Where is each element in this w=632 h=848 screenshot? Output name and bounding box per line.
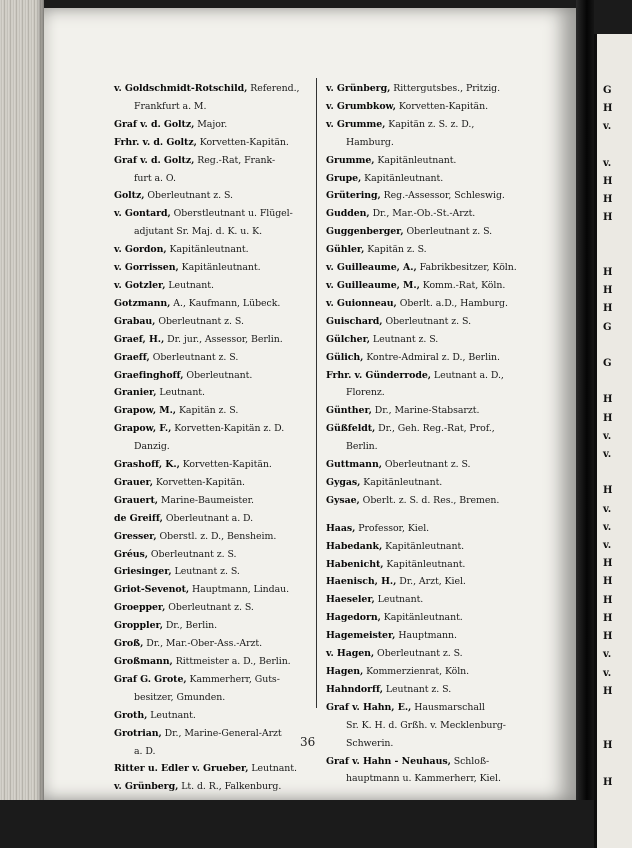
entry-name: Hagedorn,	[326, 612, 381, 624]
facing-page-fragment	[597, 246, 632, 264]
entry-details: Oberleutnant a. D.	[162, 512, 254, 524]
directory-entry	[326, 627, 526, 645]
entry-name: Graf G. Grote,	[114, 673, 187, 685]
facing-page-fragment: H	[603, 176, 613, 188]
facing-page-fragment: H	[603, 412, 613, 424]
entry-details: Kapitänleutnant.	[383, 558, 466, 570]
entry-details: Schloß-	[450, 755, 490, 767]
entry-details: Dr., Berlin.	[162, 620, 218, 632]
entry-details: Kommerzienrat, Köln.	[363, 666, 470, 677]
directory-entry	[326, 456, 526, 474]
entry-name: Güßfeldt,	[326, 423, 376, 435]
entry-details: Korvetten-Kapitän.	[179, 459, 272, 471]
directory-entry	[114, 760, 324, 778]
directory-entry	[114, 116, 324, 134]
entry-details: Kapitänleutnant.	[361, 172, 444, 184]
entry-details: Rittergutsbes., Pritzig.	[390, 83, 501, 94]
entry-name: Grashoff, K.,	[114, 459, 180, 471]
entry-details: Dr., Arzt, Kiel.	[396, 576, 466, 588]
entry-details: Kapitän z. S.	[176, 405, 239, 417]
directory-entry	[114, 581, 324, 599]
entry-continuation: hauptmann u. Kammerherr, Kiel.	[346, 773, 501, 785]
entry-details: Dr. jur., Assessor, Berlin.	[164, 333, 283, 345]
entry-details: Kammerherr, Guts-	[186, 673, 280, 685]
directory-entry	[114, 671, 324, 689]
directory-entry	[326, 753, 526, 771]
entry-details: Hauptmann, Lindau.	[189, 584, 290, 596]
facing-page-fragment: H	[603, 594, 613, 606]
directory-entry	[114, 528, 324, 546]
directory-entry	[114, 653, 324, 671]
entry-name: Groß,	[114, 638, 144, 650]
entry-details: Leutnant.	[374, 594, 424, 606]
entry-name: Graefinghoff,	[114, 369, 184, 381]
book-gutter	[576, 0, 594, 800]
directory-entry	[114, 492, 324, 510]
directory-entry	[114, 456, 324, 474]
entry-continuation: Frankfurt a. M.	[134, 100, 207, 112]
entry-details: Oberstleutnant u. Flügel-	[170, 208, 293, 220]
directory-entry	[326, 223, 526, 241]
entry-details: Korvetten-Kapitän.	[196, 136, 289, 148]
entry-name: Günther,	[326, 405, 372, 417]
facing-page-fragment: H	[603, 267, 613, 279]
directory-entry	[326, 474, 526, 492]
left-column	[114, 80, 324, 796]
entry-details: Kapitänleutnant.	[360, 476, 443, 488]
entry-name: Habedank,	[326, 540, 383, 552]
entry-details: Korvetten-Kapitän.	[396, 100, 489, 112]
directory-entry	[326, 420, 526, 438]
entry-continuation: furt a. O.	[134, 172, 176, 184]
directory-entry	[114, 313, 324, 331]
entry-name: v. Gontard,	[114, 208, 171, 220]
entry-details: Kapitänleutnant.	[166, 244, 249, 256]
facing-page-fragment: H	[603, 558, 613, 570]
directory-entry	[326, 573, 526, 591]
entry-details: Kapitänleutnant.	[382, 540, 465, 552]
entry-name: v. Grünberg,	[114, 781, 179, 793]
entry-name: Hagen,	[326, 666, 364, 677]
entry-continuation: Hamburg.	[346, 136, 394, 148]
entry-details: Oberleutnant z. S.	[382, 315, 472, 327]
directory-entry	[326, 152, 526, 170]
entry-continuation: Florenz.	[346, 387, 385, 399]
entry-details: Kapitänleutnant.	[380, 612, 463, 624]
facing-page-fragment: v.	[603, 521, 612, 533]
entry-name: Groth,	[114, 709, 148, 721]
entry-details: Dr., Mar.-Ob.-St.-Arzt.	[369, 208, 476, 220]
entry-name: Graeff,	[114, 351, 150, 363]
entry-name: Grotrian,	[114, 727, 162, 739]
entry-name: Grapow, F.,	[114, 423, 172, 435]
entry-name: Goltz,	[114, 190, 145, 202]
entry-continuation: adjutant Sr. Maj. d. K. u. K.	[134, 226, 263, 238]
entry-details: Leutnant.	[165, 279, 214, 291]
directory-entry	[326, 699, 526, 717]
entry-details: Leutnant.	[147, 709, 196, 721]
entry-details: Oberstl. z. D., Bensheim.	[156, 530, 277, 542]
directory-entry	[326, 170, 526, 188]
entry-details: Oberleutnant z. S.	[147, 548, 237, 560]
facing-page-fragment	[597, 228, 632, 246]
entry-name: Frhr. v. Günderrode,	[326, 369, 431, 381]
entry-details: Leutnant z. S.	[370, 333, 439, 345]
entry-details: Korvetten-Kapitän.	[152, 476, 245, 488]
facing-page-fragment	[597, 373, 632, 391]
entry-name: Hahndorff,	[326, 683, 383, 695]
facing-page-fragment: H	[603, 685, 613, 697]
facing-page-fragment: v.	[603, 121, 612, 133]
directory-entry	[326, 205, 526, 223]
directory-entry	[326, 277, 526, 295]
entry-continuation: Sr. K. H. d. Grßh. v. Mecklenburg-	[346, 719, 506, 731]
entry-name: Graf v. Hahn - Neuhaus,	[326, 755, 451, 767]
facing-page-fragment	[597, 337, 632, 355]
facing-page-fragment	[597, 464, 632, 482]
entry-details: Fabrikbesitzer, Köln.	[416, 262, 517, 274]
entry-name: Ritter u. Edler v. Grueber,	[114, 763, 249, 775]
entry-name: Gühler,	[326, 244, 365, 256]
directory-entry	[326, 402, 526, 420]
entry-name: Grauer,	[114, 476, 153, 488]
entry-details: Oberleutnant z. S.	[144, 190, 233, 202]
entry-name: Grauert,	[114, 494, 158, 506]
entry-details: Oberlt. a.D., Hamburg.	[396, 297, 508, 309]
facing-page-edge	[594, 34, 632, 848]
directory-entry	[326, 349, 526, 367]
entry-name: Gygas,	[326, 476, 361, 488]
entry-name: Graf v. Hahn, E.,	[326, 701, 412, 713]
facing-page-fragment: H	[603, 103, 613, 115]
facing-page-fragment: H	[603, 631, 613, 643]
facing-page-fragment: v.	[603, 449, 612, 461]
directory-entry	[114, 152, 324, 170]
entry-details: Oberleutnant z. S.	[165, 602, 254, 614]
entry-name: Gülcher,	[326, 333, 370, 345]
page-number: 36	[300, 735, 316, 749]
facing-page-fragment: H	[603, 285, 613, 297]
entry-details: Rittmeister a. D., Berlin.	[172, 656, 291, 667]
facing-page-fragment	[597, 137, 632, 155]
directory-entry	[326, 591, 526, 609]
directory-entry	[114, 384, 324, 402]
entry-continuation: besitzer, Gmunden.	[134, 691, 226, 703]
entry-name: Graf v. d. Goltz,	[114, 154, 195, 166]
entry-name: v. Grumme,	[326, 118, 386, 130]
entry-details: Oberleutnant.	[183, 369, 253, 381]
entry-details: Kapitänleutnant.	[374, 154, 457, 166]
directory-entry	[114, 617, 324, 635]
directory-entry	[326, 520, 526, 538]
entry-details: Korvetten-Kapitän z. D.	[171, 423, 285, 435]
entry-name: Guggenberger,	[326, 226, 404, 238]
entry-continuation: Berlin.	[346, 441, 378, 453]
entry-name: Gréus,	[114, 548, 148, 560]
entry-name: Grupe,	[326, 172, 362, 184]
directory-entry	[114, 599, 324, 617]
directory-entry	[326, 187, 526, 205]
entry-name: Haenisch, H.,	[326, 576, 397, 588]
directory-entry	[114, 295, 324, 313]
directory-entry	[114, 205, 324, 223]
directory-entry	[114, 402, 324, 420]
facing-page-fragment: H	[603, 740, 613, 752]
entry-details: Lt. d. R., Falkenburg.	[178, 781, 282, 793]
entry-name: Guttmann,	[326, 459, 382, 471]
directory-entry	[114, 277, 324, 295]
entry-details: Reg.-Assessor, Schleswig.	[380, 190, 505, 202]
directory-entry	[114, 331, 324, 349]
entry-details: A., Kaufmann, Lübeck.	[170, 297, 281, 309]
entry-name: Groppler,	[114, 620, 163, 632]
entry-name: Graef, H.,	[114, 333, 165, 345]
entry-details: Hausmarschall	[411, 701, 485, 713]
facing-page-fragment: v.	[603, 157, 612, 169]
entry-name: Gysae,	[326, 494, 360, 506]
facing-page-fragment: H	[603, 485, 613, 497]
facing-page-fragment: G	[603, 358, 612, 370]
directory-entry	[114, 707, 324, 725]
directory-entry	[326, 116, 526, 134]
directory-entry	[326, 538, 526, 556]
entry-name: v. Guionneau,	[326, 297, 397, 309]
directory-entry	[114, 134, 324, 152]
entry-continuation: Schwerin.	[346, 737, 394, 749]
entry-name: Gudden,	[326, 208, 370, 220]
facing-page-fragment	[597, 719, 632, 737]
directory-entry	[114, 510, 324, 528]
entry-name: Granier,	[114, 387, 157, 399]
directory-entry	[114, 80, 324, 98]
directory-entry	[326, 367, 526, 385]
entry-name: Grapow, M.,	[114, 405, 177, 417]
facing-page-fragment: v.	[603, 649, 612, 661]
entry-details: Oberleutnant z. S.	[381, 459, 471, 471]
entry-name: Hagemeister,	[326, 630, 396, 642]
directory-entry	[114, 349, 324, 367]
facing-page-fragment: H	[603, 194, 613, 206]
entry-name: Gotzmann,	[114, 297, 171, 309]
entry-details: Kapitän z. S. z. D.,	[385, 118, 475, 130]
entry-continuation: Danzig.	[134, 441, 170, 453]
directory-entry	[326, 241, 526, 259]
entry-name: Gresser,	[114, 530, 157, 542]
entry-name: v. Grünberg,	[326, 83, 391, 94]
directory-entry	[326, 331, 526, 349]
facing-page-fragment: G	[603, 85, 612, 96]
entry-details: Oberleutnant z. S.	[155, 315, 244, 327]
entry-details: Komm.-Rat, Köln.	[419, 279, 506, 291]
directory-entry	[326, 556, 526, 574]
entry-name: Groepper,	[114, 602, 166, 614]
entry-name: Haeseler,	[326, 594, 375, 606]
entry-name: v. Gorrissen,	[114, 262, 179, 274]
entry-details: Referend.,	[247, 83, 300, 94]
entry-name: Griesinger,	[114, 566, 172, 578]
facing-page-fragment: H	[603, 576, 613, 588]
directory-entry	[326, 295, 526, 313]
entry-details: Leutnant.	[248, 763, 297, 775]
entry-details: Leutnant.	[156, 387, 205, 399]
entry-name: Graf v. d. Goltz,	[114, 118, 195, 130]
entry-name: Frhr. v. d. Goltz,	[114, 136, 197, 148]
entry-name: Großmann,	[114, 656, 173, 667]
facing-page-fragment: H	[603, 394, 613, 406]
entry-name: Haas,	[326, 522, 356, 534]
entry-details: Hauptmann.	[395, 630, 457, 642]
entry-name: Habenicht,	[326, 558, 384, 570]
directory-entry	[326, 609, 526, 627]
entry-name: Grumme,	[326, 154, 375, 166]
entry-name: v. Guilleaume, M.,	[326, 279, 420, 291]
entry-name: v. Goldschmidt-Rotschild,	[114, 83, 248, 94]
facing-page-fragment	[597, 756, 632, 774]
entry-details: Dr., Geh. Reg.-Rat, Prof.,	[375, 423, 495, 435]
directory-entry	[326, 313, 526, 331]
entry-details: Professor, Kiel.	[355, 522, 430, 534]
entry-details: Kapitän z. S.	[364, 244, 427, 256]
directory-entry	[114, 241, 324, 259]
directory-entry	[326, 259, 526, 277]
entry-name: v. Gotzler,	[114, 279, 166, 291]
directory-entry	[114, 420, 324, 438]
entry-details: Kontre-Admiral z. D., Berlin.	[363, 351, 500, 363]
entry-name: Guischard,	[326, 315, 383, 327]
entry-details: Dr., Mar.-Ober-Ass.-Arzt.	[143, 638, 263, 650]
left-page-stack	[0, 0, 44, 800]
right-column	[326, 80, 526, 788]
entry-details: Oberlt. z. S. d. Res., Bremen.	[359, 494, 500, 506]
directory-entry	[114, 259, 324, 277]
directory-entry	[114, 778, 324, 796]
entry-name: de Greiff,	[114, 512, 163, 524]
directory-entry	[114, 546, 324, 564]
directory-entry	[114, 563, 324, 581]
column-divider	[316, 78, 317, 708]
entry-name: Grütering,	[326, 190, 381, 202]
facing-page-fragment: H	[603, 303, 613, 315]
entry-details: Major.	[194, 118, 228, 130]
entry-details: Leutnant z. S.	[382, 683, 452, 695]
entry-details: Dr., Marine-Stabsarzt.	[371, 405, 480, 417]
directory-entry	[326, 80, 526, 98]
entry-details: Oberleutnant z. S.	[403, 226, 493, 238]
directory-entry	[326, 645, 526, 663]
entry-name: Gülich,	[326, 351, 364, 363]
directory-entry	[114, 367, 324, 385]
directory-entry	[326, 98, 526, 116]
entry-name: v. Guilleaume, A.,	[326, 262, 417, 274]
facing-page-fragment	[597, 701, 632, 719]
entry-name: v. Hagen,	[326, 648, 375, 660]
directory-entry	[326, 492, 526, 510]
entry-name: Grabau,	[114, 315, 156, 327]
entry-continuation: a. D.	[134, 745, 156, 757]
entry-name: v. Gordon,	[114, 244, 167, 256]
facing-page-fragment: H	[603, 776, 613, 788]
entry-details: Leutnant a. D.,	[430, 369, 504, 381]
directory-entry	[114, 187, 324, 205]
facing-page-fragment: H	[603, 612, 613, 624]
entry-details: Leutnant z. S.	[171, 566, 240, 578]
entry-details: Kapitänleutnant.	[178, 262, 261, 274]
directory-entry	[114, 635, 324, 653]
directory-entry	[114, 725, 324, 743]
directory-entry	[326, 663, 526, 681]
entry-details: Oberleutnant z. S.	[149, 351, 239, 363]
facing-page-fragment: v.	[603, 503, 612, 515]
entry-name: Griot-Sevenot,	[114, 584, 190, 596]
facing-page-fragment: H	[603, 212, 613, 224]
entry-details: Reg.-Rat, Frank-	[194, 154, 276, 166]
facing-page-fragment: G	[603, 321, 612, 333]
entry-name: v. Grumbkow,	[326, 100, 396, 112]
facing-page-fragment: v.	[603, 430, 612, 442]
facing-page-fragment: v.	[603, 540, 612, 552]
directory-entry	[114, 474, 324, 492]
entry-details: Marine-Baumeister.	[157, 494, 254, 506]
directory-entry	[326, 681, 526, 699]
facing-page-fragment: v.	[603, 667, 612, 679]
entry-details: Oberleutnant z. S.	[374, 648, 463, 660]
entry-details: Dr., Marine-General-Arzt	[161, 727, 282, 739]
